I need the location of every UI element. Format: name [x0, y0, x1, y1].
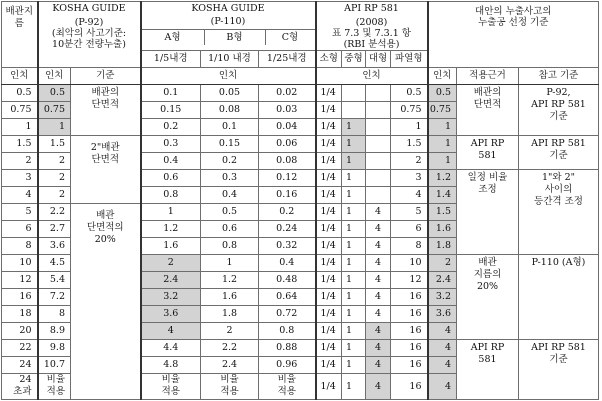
type-c-cell: 0.96: [259, 356, 316, 373]
api-rupture-cell: 12: [391, 271, 428, 288]
type-c-cell: 0.4: [259, 254, 316, 271]
cell-line: 기준: [549, 149, 568, 161]
cell-line: 단면적: [473, 98, 502, 110]
basis-cell: [457, 84, 519, 135]
api-medium-cell: 1: [342, 220, 366, 237]
type-b-cell: 0.5: [201, 203, 259, 220]
pipe-size-cell: 18: [2, 305, 38, 322]
pipe-size-cell: 0.75: [2, 101, 38, 118]
type-b-cell: [201, 373, 259, 399]
api-rupture-cell: 16: [391, 339, 428, 356]
api-subtitle: [316, 16, 428, 51]
ratio-b-header: 1/10 내경: [201, 50, 259, 67]
pipe-size-cell: 10: [2, 254, 38, 271]
cell-line: 기준: [549, 110, 568, 122]
alt-value-cell: 1.8: [428, 237, 457, 254]
api-small-cell: 1/4: [316, 101, 342, 118]
api-small-cell: 1/4: [316, 373, 342, 399]
api-medium-cell: 1: [342, 322, 366, 339]
alt-value-cell: 1.5: [428, 203, 457, 220]
ratio-c-header: 1/25내경: [259, 50, 316, 67]
reference-cell: [519, 254, 599, 339]
alt-value-cell: 2: [428, 254, 457, 271]
api-rupture-cell: 1: [391, 118, 428, 135]
type-a-cell: 4.4: [141, 339, 201, 356]
api-small-cell: 1/4: [316, 220, 342, 237]
api-medium-cell: 1: [342, 169, 366, 186]
pipe-size-cell: 0.5: [2, 84, 38, 101]
cell-line: API RP: [470, 137, 505, 149]
type-c-cell: 0.72: [259, 305, 316, 322]
type-b-cell: 2.4: [201, 356, 259, 373]
api-large-cell: 4: [366, 356, 391, 373]
criteria-header: 기준: [71, 67, 141, 84]
type-b-cell: 0.8: [201, 237, 259, 254]
api-note-line: (RBI 분석용): [343, 38, 400, 50]
alt-value-cell: 3.2: [428, 288, 457, 305]
pipe-size-cell: 12: [2, 271, 38, 288]
api-rupture-cell: 16: [391, 305, 428, 322]
reference-cell: [519, 169, 599, 254]
kosha92-value-cell: 10.7: [38, 356, 71, 373]
type-b-cell: 0.4: [201, 186, 259, 203]
cell-line: 배관: [478, 256, 497, 268]
cell-line: 적용: [161, 386, 180, 397]
api-medium-cell: 1: [342, 118, 366, 135]
api-large-cell: 4: [366, 339, 391, 356]
api-small-cell: 1/4: [316, 186, 342, 203]
api-small-cell: 1/4: [316, 118, 342, 135]
type-c-cell: 0.24: [259, 220, 316, 237]
basis-cell: [457, 339, 519, 399]
cell-line: 등간격 조정: [534, 195, 583, 207]
basis-cell: [457, 135, 519, 169]
type-c-cell: 0.06: [259, 135, 316, 152]
cell-line: 581: [478, 353, 497, 365]
basis-header: 적용근거: [457, 67, 519, 84]
alt-value-cell: 1: [428, 152, 457, 169]
kosha92-title: KOSHA GUIDE: [38, 2, 141, 16]
pipe-size-cell: 3: [2, 169, 38, 186]
api-large-cell: [366, 169, 391, 186]
hole-size-table: [1, 1, 599, 400]
type-c-cell: 0.2: [259, 203, 316, 220]
type-b-cell: 0.15: [201, 135, 259, 152]
api-small-cell: 1/4: [316, 271, 342, 288]
api-medium-cell: 1: [342, 186, 366, 203]
api-rupture-cell: 8: [391, 237, 428, 254]
kosha92-value-cell: 2: [38, 152, 71, 169]
reference-cell: [519, 84, 599, 135]
type-a-cell: 4.8: [141, 356, 201, 373]
cell-line: 20%: [476, 280, 499, 292]
cell-line: 적용: [220, 386, 239, 397]
unit-header: 인치: [428, 67, 457, 84]
api-medium-cell: [342, 84, 366, 101]
api-medium-cell: 1: [342, 373, 366, 399]
type-a-cell: 0.3: [141, 135, 201, 152]
type-c-cell: 0.32: [259, 237, 316, 254]
alt-value-cell: 0.75: [428, 101, 457, 118]
table-row: [2, 135, 599, 152]
type-b-cell: 2.2: [201, 339, 259, 356]
api-year: (2008): [355, 16, 388, 28]
pipe-size-cell: 24: [2, 356, 38, 373]
type-b-cell: 1.6: [201, 288, 259, 305]
type-a-header: A형: [142, 29, 205, 45]
api-large-cell: 4: [366, 254, 391, 271]
type-c-cell: 0.16: [259, 186, 316, 203]
api-large-cell: 4: [366, 288, 391, 305]
api-rupture-cell: 0.75: [391, 101, 428, 118]
cell-line: API RP: [470, 341, 505, 353]
cell-line: 2"배관: [90, 141, 120, 153]
api-large-cell: 4: [366, 203, 391, 220]
cell-line: 단면적: [91, 98, 120, 110]
pipe-size-cell: 20: [2, 322, 38, 339]
kosha92-value-cell: 3.6: [38, 237, 71, 254]
alt-title: [428, 2, 599, 68]
cell-line: 배관: [96, 209, 115, 221]
kosha92-value-cell: [38, 373, 71, 399]
ratio-a-header: 1/5내경: [141, 50, 201, 67]
cell-line: API RP 581: [531, 137, 586, 149]
api-medium-cell: 1: [342, 339, 366, 356]
api-medium-cell: 1: [342, 152, 366, 169]
type-b-cell: 0.3: [201, 169, 259, 186]
type-b-cell: 0.6: [201, 220, 259, 237]
api-small-cell: 1/4: [316, 203, 342, 220]
api-large-cell: [366, 186, 391, 203]
type-b-cell: 1.8: [201, 305, 259, 322]
api-medium-cell: 1: [342, 305, 366, 322]
api-large-cell: 4: [366, 373, 391, 399]
api-medium-cell: 1: [342, 254, 366, 271]
type-c-cell: 0.88: [259, 339, 316, 356]
kosha92-criteria-cell: [71, 203, 141, 399]
type-c-cell: 0.03: [259, 101, 316, 118]
api-small-cell: 1/4: [316, 84, 342, 101]
api-title: API RP 581: [316, 2, 428, 16]
type-a-cell: 0.6: [141, 169, 201, 186]
type-c-cell: 0.08: [259, 152, 316, 169]
api-large-cell: 4: [366, 305, 391, 322]
pipe-size-cell: 22: [2, 339, 38, 356]
kosha92-value-cell: 2: [38, 186, 71, 203]
api-small-cell: 1/4: [316, 356, 342, 373]
kosha92-value-cell: 2.7: [38, 220, 71, 237]
kosha92-value-cell: 2.2: [38, 203, 71, 220]
api-large-cell: 4: [366, 220, 391, 237]
type-c-cell: 0.8: [259, 322, 316, 339]
kosha92-value-cell: 7.2: [38, 288, 71, 305]
kosha92-criteria-cell: [71, 84, 141, 135]
reference-cell: [519, 339, 599, 399]
kosha92-value-cell: 2: [38, 169, 71, 186]
type-a-cell: 1.2: [141, 220, 201, 237]
api-rupture-cell: 1.5: [391, 135, 428, 152]
api-rupture-cell: 2: [391, 152, 428, 169]
api-small-cell: 1/4: [316, 135, 342, 152]
alt-value-cell: 4: [428, 373, 457, 399]
cell-line: 24: [19, 374, 32, 385]
api-rupture-cell: 0.5: [391, 84, 428, 101]
api-rupture-cell: 16: [391, 373, 428, 399]
cell-line: 20%: [94, 233, 116, 245]
cell-line: 비율: [161, 374, 180, 385]
cell-line: 1"와 2": [541, 171, 576, 183]
alt-value-cell: 2.4: [428, 271, 457, 288]
alt-value-cell: 1: [428, 135, 457, 152]
reference-cell: [519, 135, 599, 169]
cell-line: 사이의: [544, 183, 573, 195]
alt-value-cell: 1: [428, 118, 457, 135]
pipe-size-cell: 16: [2, 288, 38, 305]
type-a-cell: 2: [141, 254, 201, 271]
cell-line: 단면적의: [86, 221, 124, 233]
api-medium-header: 중형: [342, 50, 366, 67]
type-b-cell: 1.2: [201, 271, 259, 288]
api-small-cell: 1/4: [316, 288, 342, 305]
api-small-cell: 1/4: [316, 152, 342, 169]
cell-line: 단면적: [91, 153, 120, 165]
type-a-cell: 0.4: [141, 152, 201, 169]
cell-line: 초과: [13, 386, 32, 397]
unit-header: 인치: [38, 67, 71, 84]
type-a-cell: 1.6: [141, 237, 201, 254]
api-medium-cell: 1: [342, 271, 366, 288]
alt-value-cell: 0.5: [428, 84, 457, 101]
api-large-cell: [366, 152, 391, 169]
api-medium-cell: 1: [342, 288, 366, 305]
type-b-cell: 0.2: [201, 152, 259, 169]
reference-header: 참고 기준: [519, 67, 599, 84]
cell-line: 기준: [549, 353, 568, 365]
cell-line: 비율: [277, 374, 296, 385]
api-note-line: 표 7.3 및 7.3.1 항: [332, 27, 411, 39]
api-medium-cell: 1: [342, 135, 366, 152]
cell-line: P-110 (A형): [531, 256, 586, 268]
api-large-cell: 4: [366, 237, 391, 254]
type-b-cell: 0.1: [201, 118, 259, 135]
kosha92-basis-line: 10분간 전량누출): [52, 38, 126, 50]
kosha110-subtitle: [141, 16, 316, 51]
alt-value-cell: 4: [428, 322, 457, 339]
api-large-cell: [366, 135, 391, 152]
cell-line: 581: [478, 149, 497, 161]
type-c-cell: 0.48: [259, 271, 316, 288]
api-medium-cell: 1: [342, 356, 366, 373]
alt-value-cell: 4: [428, 356, 457, 373]
kosha92-criteria-cell: [71, 135, 141, 203]
alt-value-cell: 3.6: [428, 305, 457, 322]
api-large-cell: [366, 84, 391, 101]
type-c-cell: 0.12: [259, 169, 316, 186]
cell-line: 일정 비율: [467, 171, 508, 183]
cell-line: 배관의: [473, 86, 502, 98]
type-a-cell: 1: [141, 203, 201, 220]
alt-title-line: 대안의 누출사고의: [475, 6, 552, 17]
kosha92-basis-line: (최악의 사고기준:: [51, 27, 127, 39]
api-large-cell: [366, 101, 391, 118]
type-a-cell: 0.8: [141, 186, 201, 203]
basis-cell: [457, 254, 519, 339]
api-large-cell: 4: [366, 271, 391, 288]
api-large-header: 대형: [366, 50, 391, 67]
cell-line: 비율: [220, 374, 239, 385]
api-medium-cell: 1: [342, 203, 366, 220]
type-b-cell: 2: [201, 322, 259, 339]
api-small-cell: 1/4: [316, 305, 342, 322]
api-rupture-cell: 3: [391, 169, 428, 186]
type-c-cell: 0.04: [259, 118, 316, 135]
type-a-cell: 3.2: [141, 288, 201, 305]
type-a-cell: 4: [141, 322, 201, 339]
kosha92-value-cell: 0.5: [38, 84, 71, 101]
type-c-cell: [259, 373, 316, 399]
pipe-size-cell: 4: [2, 186, 38, 203]
cell-line: 비율: [46, 374, 65, 385]
cell-line: 배관의: [91, 86, 120, 98]
kosha92-value-cell: 1: [38, 118, 71, 135]
pipe-size-header: 배관지름: [2, 2, 38, 68]
api-rupture-cell: 4: [391, 186, 428, 203]
basis-cell: [457, 169, 519, 254]
pipe-size-cell: 5: [2, 203, 38, 220]
type-a-cell: 3.6: [141, 305, 201, 322]
pipe-size-cell: 2: [2, 152, 38, 169]
api-rupture-cell: 10: [391, 254, 428, 271]
kosha92-value-cell: 5.4: [38, 271, 71, 288]
cell-line: 조정: [478, 183, 497, 195]
kosha92-value-cell: 8: [38, 305, 71, 322]
cell-line: 적용: [46, 386, 65, 397]
kosha92-value-cell: 8.9: [38, 322, 71, 339]
kosha110-type-row: [142, 29, 315, 46]
type-a-cell: 2.4: [141, 271, 201, 288]
pipe-size-cell: 1: [2, 118, 38, 135]
api-small-cell: 1/4: [316, 237, 342, 254]
type-a-cell: 0.2: [141, 118, 201, 135]
api-medium-cell: [342, 101, 366, 118]
api-small-cell: 1/4: [316, 322, 342, 339]
pipe-size-cell: [2, 373, 38, 399]
kosha110-sub: (P-110): [210, 15, 246, 27]
alt-value-cell: 1.6: [428, 220, 457, 237]
pipe-size-cell: 6: [2, 220, 38, 237]
type-a-cell: 0.1: [141, 84, 201, 101]
cell-line: 적용: [277, 386, 296, 397]
type-c-header: C형: [265, 29, 315, 45]
kosha92-value-cell: 9.8: [38, 339, 71, 356]
pipe-size-cell: 8: [2, 237, 38, 254]
kosha92-value-cell: 4.5: [38, 254, 71, 271]
type-b-cell: 0.05: [201, 84, 259, 101]
api-rupture-cell: 6: [391, 220, 428, 237]
unit-header: 인치: [141, 67, 316, 84]
api-small-header: 소형: [316, 50, 342, 67]
kosha110-title: KOSHA GUIDE: [141, 2, 316, 16]
api-small-cell: 1/4: [316, 169, 342, 186]
kosha92-value-cell: 1.5: [38, 135, 71, 152]
alt-value-cell: 1.2: [428, 169, 457, 186]
kosha92-subtitle: (P-92): [74, 16, 104, 28]
pipe-size-cell: 1.5: [2, 135, 38, 152]
type-b-cell: 1: [201, 254, 259, 271]
type-c-cell: 0.64: [259, 288, 316, 305]
api-small-cell: 1/4: [316, 339, 342, 356]
api-small-cell: 1/4: [316, 254, 342, 271]
alt-title-line: 누출공 선정 기준: [478, 17, 549, 28]
type-b-header: B형: [204, 29, 265, 45]
type-a-cell: 0.15: [141, 101, 201, 118]
type-a-cell: [141, 373, 201, 399]
api-rupture-cell: 16: [391, 322, 428, 339]
alt-value-cell: 1.4: [428, 186, 457, 203]
api-rupture-header: 파열형: [391, 50, 428, 67]
kosha92-value-cell: 0.75: [38, 101, 71, 118]
unit-header: 인치: [2, 67, 38, 84]
api-large-cell: 4: [366, 322, 391, 339]
type-c-cell: 0.02: [259, 84, 316, 101]
cell-line: API RP 581: [531, 98, 586, 110]
api-rupture-cell: 16: [391, 288, 428, 305]
cell-line: P-92,: [546, 86, 571, 98]
api-medium-cell: 1: [342, 237, 366, 254]
api-rupture-cell: 5: [391, 203, 428, 220]
cell-line: API RP 581: [531, 341, 586, 353]
cell-line: 지름의: [473, 268, 502, 280]
api-large-cell: [366, 118, 391, 135]
api-rupture-cell: 16: [391, 356, 428, 373]
unit-header: 인치: [316, 67, 428, 84]
type-b-cell: 0.08: [201, 101, 259, 118]
kosha92-basis: [38, 16, 141, 68]
table-row: [2, 84, 599, 101]
alt-value-cell: 4: [428, 339, 457, 356]
